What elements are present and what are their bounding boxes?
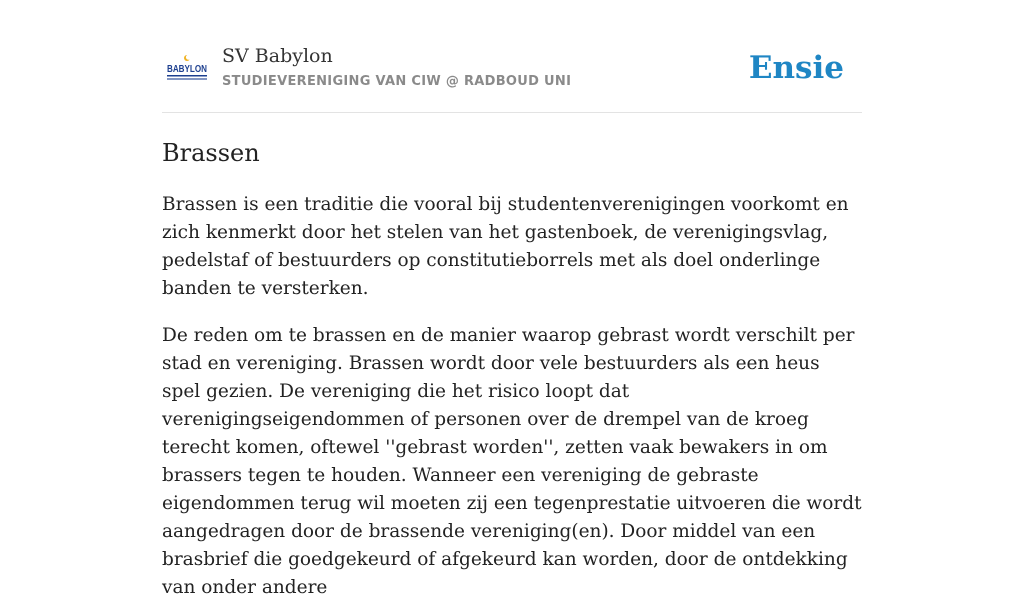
babylon-logo[interactable] (166, 54, 208, 88)
article-paragraph: De reden om te brassen en de manier waarop gebrast wordt verschilt per stad en vereniging. Brassen wordt door vele bestuurders als een heus spel gezien. De vereniging die het risico loopt dat verenigingseigendommen of personen over de drempel van de kroeg terecht komen, oftewel ''gebrast worden'', zetten vaak bewakers in om brassers tegen te houden. Wanneer een vereniging de gebraste eigendommen terug wil moeten zij een tegenprestatie uitvoeren die wordt aangedragen door de brassende vereniging(en). Door middel van een brasbrief die goedgekeurd of afgekeurd kan worden, door de ontdekking van onder andere (162, 325, 862, 598)
org-name[interactable]: SV Babylon (222, 45, 333, 67)
logo-tagline-strip (167, 78, 207, 80)
org-subtitle: STUDIEVERENIGING VAN CIW @ RADBOUD UNI (222, 74, 572, 89)
site-header (162, 0, 862, 113)
article-paragraph: Brassen is een traditie die vooral bij studentenverenigingen voorkomt en zich kenmerkt door het stelen van het gastenboek, de verenigingsvlag, pedelstaf of bestuurders op constitutieborrels met als doel onderlinge banden te versterken. (162, 194, 849, 299)
article-title: Brassen (162, 139, 260, 167)
content-column (162, 0, 862, 602)
logo-underline (167, 75, 207, 77)
logo-wordmark: BABYLON (167, 64, 207, 75)
ensie-brand-link[interactable]: Ensie (748, 50, 844, 86)
